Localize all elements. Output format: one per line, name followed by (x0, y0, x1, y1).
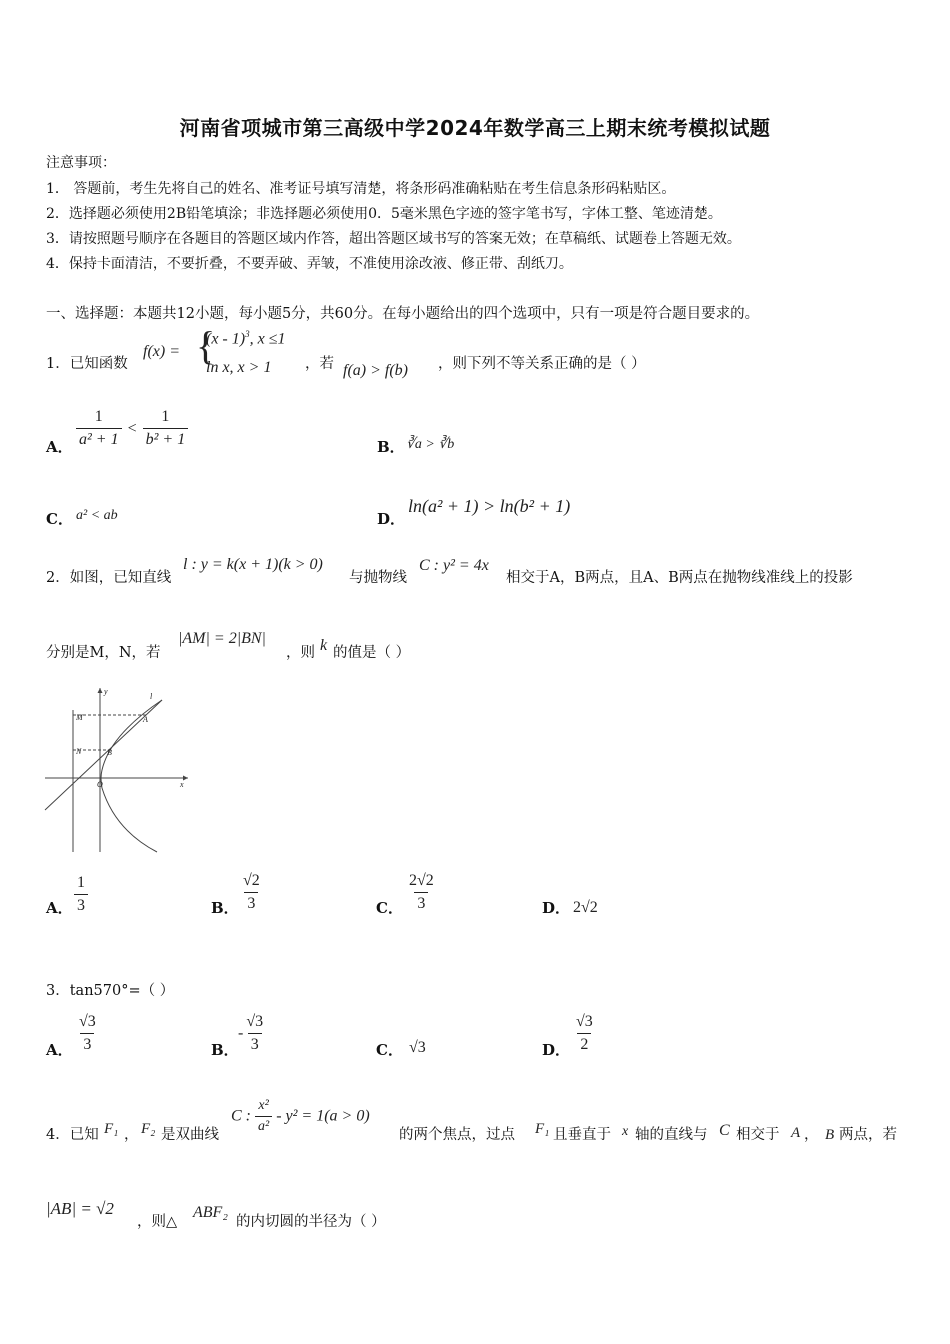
q4-comma2: ， (804, 1127, 819, 1143)
q2-option-c-label[interactable]: C． (376, 899, 403, 917)
q1-option-b-expr: ∛a > ∛b (406, 437, 455, 452)
fig-label-b: B (107, 748, 112, 757)
q2-mid2: ，则 (286, 645, 315, 661)
notice-heading: 注意事项： (46, 155, 116, 171)
q4-mid1: 是双曲线 (161, 1127, 219, 1143)
q1-option-d-expr: ln(a² + 1) > ln(b² + 1) (408, 496, 571, 516)
fig-label-x: x (180, 780, 184, 789)
q3-option-c-label[interactable]: C． (376, 1041, 403, 1059)
q1-option-b-label[interactable]: B． (377, 438, 405, 456)
parabola-curve (101, 700, 162, 852)
notice-item-4: 4．保持卡面清洁，不要折叠，不要弄破、弄皱，不准使用涂改液、修正带、刮纸刀。 (46, 256, 573, 272)
q1-mid: ，若 (305, 356, 334, 372)
fig-label-y: y (104, 687, 108, 696)
q3-option-b-label[interactable]: B． (211, 1041, 239, 1059)
q1-option-c-expr: a² < ab (76, 508, 118, 523)
q3-option-d-expr: $\frac{√3}{2}$ (576, 1013, 593, 1053)
q1-prefix: 1．已知函数 (46, 356, 128, 372)
q4-b: B (825, 1127, 835, 1143)
q4-suffix2: 的内切圆的半径为（ ） (236, 1214, 386, 1230)
q2-option-c-expr: $\frac{2√2}{3}$ (409, 872, 434, 912)
q4-mid2: 的两个焦点，过点 (399, 1127, 515, 1143)
q3-option-b-expr: - $\frac{√3}{3}$ (238, 1013, 264, 1053)
fig-label-m: M (76, 713, 83, 722)
q2-k: k (320, 637, 328, 654)
q4-mid4: 轴的直线与 (635, 1127, 708, 1143)
notice-item-1: 1． 答题前，考生先将自己的姓名、准考证号填写清楚，将条形码准确粘贴在考生信息条形码粘贴区。 (46, 181, 676, 197)
q4-mid5: 相交于 (736, 1127, 780, 1143)
q2-figure (40, 680, 200, 860)
q2-option-b-expr: $\frac{√2}{3}$ (243, 872, 260, 912)
fig-label-o: O (97, 780, 103, 789)
section-heading: 一、选择题：本题共12小题，每小题5分，共60分。在每小题给出的四个选项中，只有一项是符合题目要求的。 (46, 306, 760, 322)
q4-f2: F₂ (141, 1121, 156, 1137)
q4-f1b: F₁ (535, 1121, 550, 1137)
q1-fx: f(x) = (143, 343, 180, 360)
q2-mid1: 与抛物线 (349, 570, 407, 586)
q2-line2-suffix: 的值是（ ） (333, 645, 411, 661)
q4-x: x (622, 1124, 629, 1139)
q4-hyperbola: C : $\frac{\text{x²}}{\text{a²}}$ - y² = 1(a > 0) (231, 1098, 370, 1134)
notice-item-2: 2．选择题必须使用2B铅笔填涂；非选择题必须使用0．5毫米黑色字迹的签字笔书写，字体工整、笔迹清楚。 (46, 206, 722, 222)
q4-prefix: 4．已知 (46, 1127, 99, 1143)
q1-option-a-expr: $\frac{1}{\text{a² + 1}}$ < $\frac{1}{\text{b² + 1}}$ (76, 408, 188, 449)
q4-condition: |AB| = √2 (46, 1199, 114, 1218)
q4-triangle: ABF₂ (193, 1204, 228, 1221)
q4-suffix1: 两点，若 (839, 1127, 897, 1143)
page-title: 河南省项城市第三高级中学2024年数学高三上期末统考模拟试题 (179, 116, 771, 140)
x-axis-arrow-icon (183, 776, 188, 781)
q2-option-b-label[interactable]: B． (211, 899, 239, 917)
q4-mid6: ，则△ (137, 1214, 178, 1230)
q1-case1: (x - 1)$^3$, x ≤1 (206, 329, 286, 348)
q2-option-a-label[interactable]: A． (46, 899, 73, 917)
q4-f1: F₁ (104, 1121, 119, 1137)
q4-comma: ， (124, 1127, 139, 1143)
q1-option-c-label[interactable]: C． (46, 510, 73, 528)
q4-a: A (791, 1125, 801, 1141)
q3-text: 3．tan570°=（ ） (46, 983, 175, 999)
q2-line2-prefix: 分别是M，N，若 (46, 645, 161, 661)
q4-mid3: 且垂直于 (553, 1127, 611, 1143)
q3-option-c-expr: √3 (409, 1039, 426, 1056)
q1-case2: ln x, x > 1 (206, 359, 272, 376)
q2-parabola: C : y² = 4x (419, 557, 489, 574)
q1-suffix: ，则下列不等关系正确的是（ ） (438, 356, 646, 372)
q2-line1-suffix: 相交于A，B两点，且A、B两点在抛物线准线上的投影 (506, 570, 853, 586)
q3-option-a-expr: $\frac{√3}{3}$ (79, 1013, 96, 1053)
q3-option-a-label[interactable]: A． (46, 1041, 73, 1059)
q2-option-d-expr: 2√2 (573, 899, 598, 916)
q1-condition: f(a) > f(b) (343, 362, 408, 379)
fig-label-n: N (76, 747, 82, 756)
fig-label-l: l (150, 692, 153, 701)
y-axis-arrow-icon (98, 688, 103, 693)
notice-item-3: 3．请按照题号顺序在各题目的答题区域内作答，超出答题区域书写的答案无效；在草稿纸、试题卷上答题无效。 (46, 231, 741, 247)
q2-option-d-label[interactable]: D． (542, 899, 571, 917)
q1-brace-icon: { (196, 323, 216, 368)
q1-option-d-label[interactable]: D． (377, 510, 406, 528)
q2-prefix: 2．如图，已知直线 (46, 570, 172, 586)
q2-condition: |AM| = 2|BN| (178, 630, 266, 647)
q3-option-d-label[interactable]: D． (542, 1041, 571, 1059)
q2-line-eq: l : y = k(x + 1)(k > 0) (183, 556, 323, 573)
q4-c: C (719, 1122, 730, 1139)
fig-label-a: A (143, 715, 148, 724)
q1-option-a-label[interactable]: A． (46, 438, 73, 456)
q2-option-a-expr: $\frac{1}{3}$ (74, 874, 88, 915)
